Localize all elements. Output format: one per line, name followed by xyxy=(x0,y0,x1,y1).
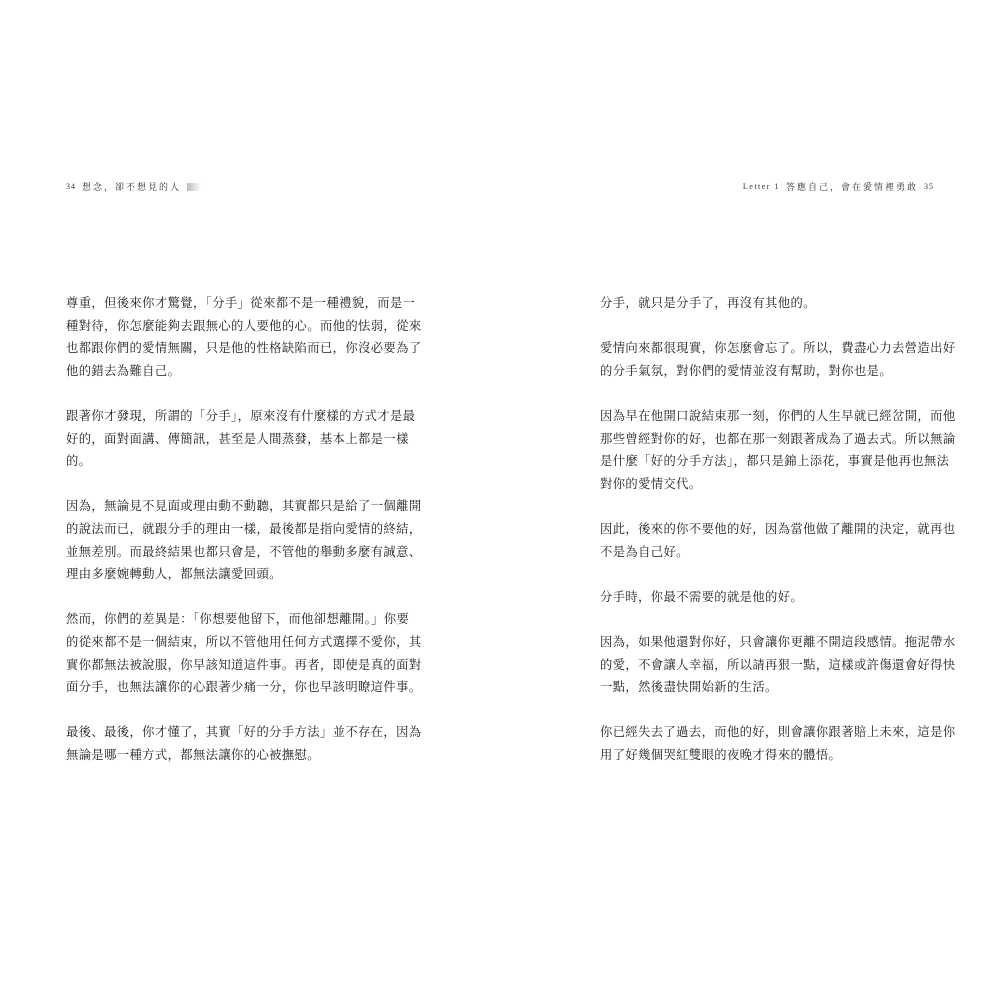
text-line: 一點，然後盡快開始新的生活。 xyxy=(600,680,778,695)
text-line: 最後、最後，你才懂了，其實「好的分手方法」並不存在，因為 xyxy=(66,725,422,740)
paragraph xyxy=(66,292,422,382)
right-page xyxy=(500,0,1000,1000)
text-line: 好的，面對面講、傳簡訊，甚至是人間蒸發，基本上都是一樣 xyxy=(66,431,409,446)
text-line: 因為早在他開口說結束那一刻，你們的人生早就已經岔開，而他 xyxy=(600,408,956,423)
text-line: 愛情向來都很現實，你怎麼會忘了。所以，費盡心力去營造出好 xyxy=(600,341,956,356)
text-line: 分手，就只是分手了，再沒有其他的。 xyxy=(600,296,816,310)
right-page-number: 35 xyxy=(924,182,934,191)
left-running-title: 想念，卻不想見的人 xyxy=(82,183,182,193)
text-line: 並無差別。而最終結果也都只會是，不管他的舉動多麼有誠意、 xyxy=(66,544,422,559)
text-line: 也都跟你們的愛情無關，只是他的性格缺陷而已，你沒必要為了 xyxy=(66,341,422,356)
left-page-number: 34 xyxy=(66,182,76,191)
paragraph xyxy=(600,292,935,315)
text-line: 跟著你才發現，所謂的「分手」，原來沒有什麼樣的方式才是最 xyxy=(66,408,416,423)
text-line: 用了好幾個哭紅雙眼的夜晚才得來的體悟。 xyxy=(600,747,842,762)
text-line: 實你都無法被說服，你早該知道這件事。再者，即使是真的面對 xyxy=(66,657,422,672)
right-body-text xyxy=(600,292,956,789)
text-line: 無論是哪一種方式，都無法讓你的心被撫慰。 xyxy=(66,747,320,762)
paragraph xyxy=(66,608,422,698)
text-line: 的從來都不是一個結束，所以不管他用任何方式選擇不愛你，其 xyxy=(66,634,422,649)
right-running-title: 答應自己，會在愛情裡勇敢 xyxy=(785,183,918,193)
faded-glyph-mark xyxy=(187,183,201,191)
text-line: 的說法而已，就跟分手的理由一樣，最後都是指向愛情的終結， xyxy=(66,521,422,536)
paragraph xyxy=(600,337,956,382)
right-series-label: Letter 1 xyxy=(742,182,780,191)
text-line: 的分手氣氛，對你們的愛情並沒有幫助，對你也是。 xyxy=(600,363,893,378)
text-line: 理由多麼婉轉動人，都無法讓愛回頭。 xyxy=(66,567,282,582)
text-line: 是什麼「好的分手方法」，都只是錦上添花，事實是他再也無法 xyxy=(600,454,950,469)
paragraph xyxy=(66,721,422,766)
paragraph xyxy=(600,586,935,609)
text-line: 分手時，你最不需要的就是他的好。 xyxy=(600,589,804,604)
paragraph xyxy=(66,495,422,585)
text-line: 的愛，不會讓人幸福，所以請再狠一點，這樣或許傷還會好得快 xyxy=(600,657,956,672)
text-line: 因此，後來的你不要他的好，因為當他做了離開的決定，就再也 xyxy=(600,521,956,536)
text-line: 對你的愛情交代。 xyxy=(600,476,702,491)
text-line: 那些曾經對你的好，也都在那一刻跟著成為了過去式。所以無論 xyxy=(600,431,956,446)
text-line: 然而，你們的差異是：「你想要他留下，而他卻想離開。」你要 xyxy=(66,612,410,627)
left-body-text xyxy=(66,292,422,789)
text-line: 你已經失去了過去，而他的好，則會讓你跟著賠上未來，這是你 xyxy=(600,725,956,740)
text-line: 尊重，但後來你才驚覺，「分手」從來都不是一種禮貌，而是一 xyxy=(66,296,416,310)
text-line: 因為，如果他還對你好，只會讓你更離不開這段感情。拖泥帶水 xyxy=(600,634,956,649)
text-line: 因為，無論見不見面或理由動不動聽，其實都只是給了一個離開 xyxy=(66,499,422,514)
paragraph xyxy=(600,405,956,495)
left-running-head xyxy=(66,180,201,193)
paragraph xyxy=(66,405,416,473)
text-line: 他的錯去為難自己。 xyxy=(66,363,181,378)
text-line: 面分手，也無法讓你的心跟著少痛一分，你也早該明瞭這件事。 xyxy=(66,680,422,695)
right-running-head xyxy=(743,180,934,193)
text-line: 不是為自己好。 xyxy=(600,544,689,559)
paragraph xyxy=(600,721,956,766)
text-line: 的。 xyxy=(66,454,92,469)
text-line: 種對待，你怎麼能夠去跟無心的人要他的心。而他的怯弱，從來 xyxy=(66,318,422,333)
paragraph xyxy=(600,631,956,699)
paragraph xyxy=(600,518,956,563)
